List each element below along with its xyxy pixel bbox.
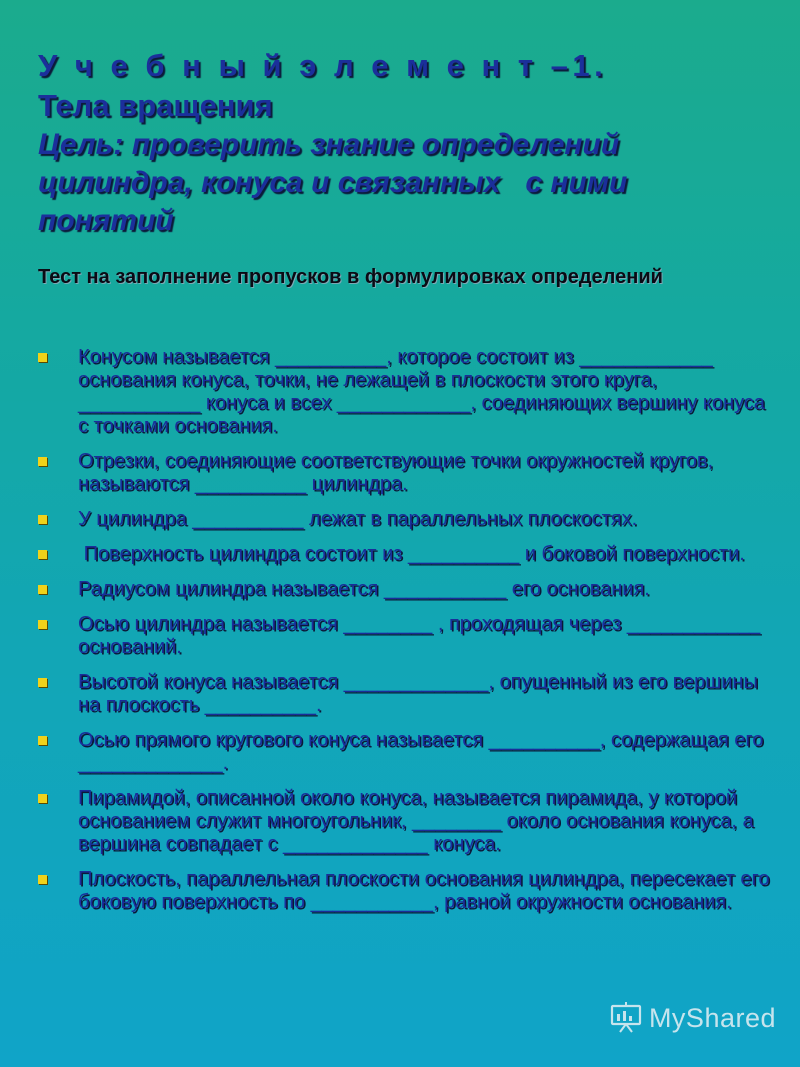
list-item [38,578,778,601]
presentation-board-icon [609,1001,643,1035]
bullet-icon [38,678,47,687]
watermark-text: MyShared [648,1002,776,1033]
bullet-icon [38,353,47,362]
topic-title: Тела вращения [38,88,273,123]
list-item [38,613,778,659]
bullet-icon [38,736,47,745]
bullet-icon [38,550,47,559]
item-text: Поверхность цилиндра состоит из __________ и боковой поверхности. [78,543,745,565]
list-item [38,868,778,914]
item-text: Радиусом цилиндра называется ___________ его основания. [78,578,650,600]
list-item [38,729,778,775]
list-item [38,450,778,496]
item-text: Отрезки, соединяющие соответствующие точки окружностей кругов, называются __________ цилиндра. [78,450,714,495]
bullet-icon [38,620,47,629]
watermark-logo [609,1001,776,1035]
list-item [38,543,778,566]
item-text: Высотой конуса называется _____________, опущенный из его вершины на плоскость __________. [78,671,758,716]
test-subtitle: Тест на заполнение пропусков в формулировках определений [38,266,663,288]
item-text: Плоскость, параллельная плоскости основания цилиндра, пересекает его боковую поверхность по ___________, равной окружности основания. [78,868,770,913]
item-text: Осью прямого кругового конуса называется __________, содержащая его _____________. [78,729,764,774]
item-text: Пирамидой, описанной около конуса, называется пирамида, у которой основанием служит многоугольник, ________ около основания конуса, а вершина совпадает с _____________ конуса. [78,787,754,855]
bullet-icon [38,585,47,594]
list-item [38,787,778,856]
item-text: У цилиндра __________ лежат в параллельных плоскостях. [78,508,638,530]
unit-title: У ч е б н ы й э л е м е н т –1. [38,48,608,83]
list-item [38,671,778,717]
slide-heading [38,46,778,240]
question-list [38,346,778,926]
bullet-icon [38,515,47,524]
list-item [38,508,778,531]
bullet-icon [38,457,47,466]
goal-line-2: цилиндра, конуса и связанных с ними [38,166,628,199]
item-text: Конусом называется __________, которое состоит из ____________ основания конуса, точки, не лежащей в плоскости этого круга, ___________ конуса и всех ____________, соединяющих вершину конуса с точками основания. [78,346,765,437]
bullet-icon [38,875,47,884]
goal-line-3: понятий [38,204,174,237]
goal-line-1: Цель: проверить знание определений [38,128,620,161]
bullet-icon [38,794,47,803]
list-item [38,346,778,438]
item-text: Осью цилиндра называется ________ , проходящая через ____________ оснований. [78,613,761,658]
